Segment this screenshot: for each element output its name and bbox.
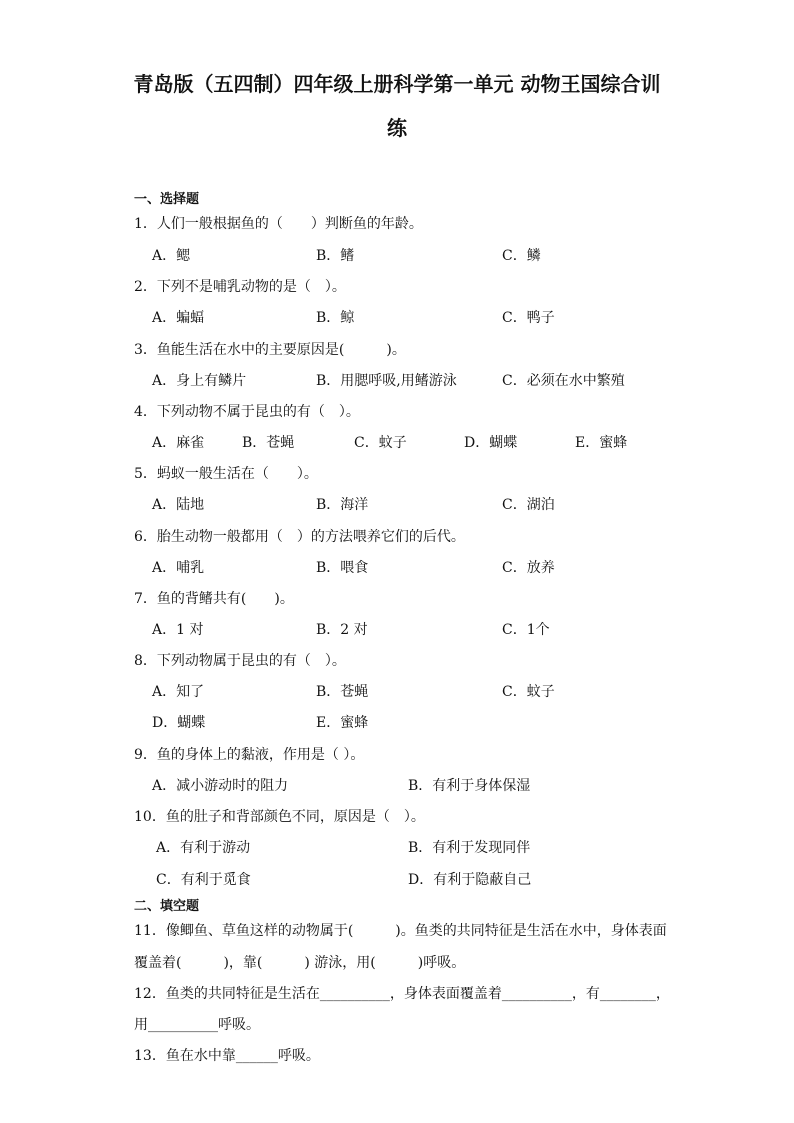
question-11-line-2: 覆盖着( )，靠( ) 游泳，用( )呼吸。 bbox=[134, 955, 466, 971]
option-3-c[interactable]: C．必须在水中繁殖 bbox=[502, 373, 625, 389]
question-2: 2．下列不是哺乳动物的是（ ）。 bbox=[134, 279, 346, 295]
question-3: 3．鱼能生活在水中的主要原因是( )。 bbox=[134, 342, 406, 358]
option-2-a[interactable]: A．蝙蝠 bbox=[152, 310, 205, 326]
option-6-a[interactable]: A．哺乳 bbox=[152, 560, 205, 576]
option-7-b[interactable]: B．2 对 bbox=[316, 622, 368, 638]
option-1-a[interactable]: A．鳃 bbox=[152, 248, 191, 264]
option-3-b[interactable]: B．用腮呼吸,用鳍游泳 bbox=[316, 373, 457, 389]
option-2-b[interactable]: B．鲸 bbox=[316, 310, 355, 326]
option-7-c[interactable]: C．1个 bbox=[502, 622, 550, 638]
section-heading-fill: 二、填空题 bbox=[134, 899, 200, 914]
option-4-c[interactable]: C．蚊子 bbox=[354, 435, 407, 451]
option-2-c[interactable]: C．鸭子 bbox=[502, 310, 555, 326]
page-title-continued: 练 bbox=[387, 116, 407, 140]
option-7-a[interactable]: A．1 对 bbox=[152, 622, 204, 638]
option-10-b[interactable]: B．有利于发现同伴 bbox=[408, 840, 531, 856]
option-8-e[interactable]: E．蜜蜂 bbox=[316, 715, 369, 731]
question-9: 9．鱼的身体上的黏液，作用是（ ）。 bbox=[134, 747, 365, 763]
question-8: 8．下列动物属于昆虫的有（ ）。 bbox=[134, 653, 346, 669]
question-5: 5．蚂蚁一般生活在（ ）。 bbox=[134, 466, 318, 482]
option-4-a[interactable]: A．麻雀 bbox=[152, 435, 205, 451]
option-8-b[interactable]: B．苍蝇 bbox=[316, 684, 369, 700]
option-4-b[interactable]: B．苍蝇 bbox=[242, 435, 295, 451]
option-8-d[interactable]: D．蝴蝶 bbox=[152, 715, 206, 731]
option-4-d[interactable]: D．蝴蝶 bbox=[464, 435, 518, 451]
question-12-line-1: 12．鱼类的共同特征是生活在__________，身体表面覆盖着__________，有________， bbox=[134, 986, 670, 1002]
option-10-c[interactable]: C．有利于觅食 bbox=[156, 872, 251, 888]
option-1-c[interactable]: C．鳞 bbox=[502, 248, 541, 264]
option-6-c[interactable]: C．放养 bbox=[502, 560, 555, 576]
option-8-c[interactable]: C．蚊子 bbox=[502, 684, 555, 700]
option-10-d[interactable]: D．有利于隐蔽自己 bbox=[408, 872, 532, 888]
option-9-b[interactable]: B．有利于身体保湿 bbox=[408, 778, 531, 794]
option-5-b[interactable]: B．海洋 bbox=[316, 497, 369, 513]
option-10-a[interactable]: A．有利于游动 bbox=[156, 840, 251, 856]
question-6: 6．胎生动物一般都用（ ）的方法喂养它们的后代。 bbox=[134, 529, 465, 545]
question-12-line-2: 用__________呼吸。 bbox=[134, 1017, 260, 1033]
option-4-e[interactable]: E．蜜蜂 bbox=[575, 435, 628, 451]
option-5-c[interactable]: C．湖泊 bbox=[502, 497, 555, 513]
question-13: 13．鱼在水中靠______呼吸。 bbox=[134, 1048, 320, 1064]
option-3-a[interactable]: A．身上有鳞片 bbox=[152, 373, 247, 389]
question-4: 4．下列动物不属于昆虫的有（ ）。 bbox=[134, 404, 360, 420]
option-8-a[interactable]: A．知了 bbox=[152, 684, 205, 700]
section-heading-choice: 一、选择题 bbox=[134, 192, 200, 207]
question-10: 10．鱼的肚子和背部颜色不同，原因是（ ）。 bbox=[134, 809, 425, 825]
question-11-line-1: 11．像鲫鱼、草鱼这样的动物属于( )。鱼类的共同特征是生活在水中，身体表面 bbox=[134, 923, 667, 939]
option-5-a[interactable]: A．陆地 bbox=[152, 497, 205, 513]
option-9-a[interactable]: A．减小游动时的阻力 bbox=[152, 778, 289, 794]
question-7: 7．鱼的背鳍共有( )。 bbox=[134, 591, 294, 607]
question-1: 1．人们一般根据鱼的（ ）判断鱼的年龄。 bbox=[134, 216, 423, 232]
page-title: 青岛版（五四制）四年级上册科学第一单元 动物王国综合训 bbox=[133, 72, 661, 96]
option-1-b[interactable]: B．鳍 bbox=[316, 248, 355, 264]
option-6-b[interactable]: B．喂食 bbox=[316, 560, 369, 576]
